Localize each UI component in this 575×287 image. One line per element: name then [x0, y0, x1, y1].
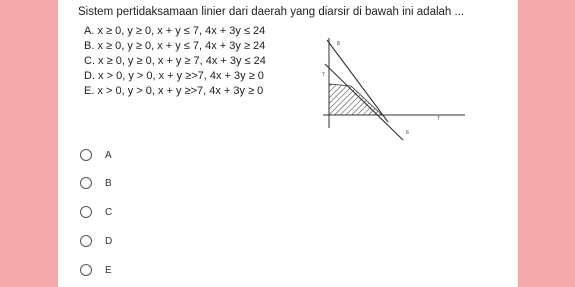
- inequality-graph: [323, 30, 473, 140]
- radio-circle-icon[interactable]: [80, 177, 92, 189]
- choice-label: A: [105, 149, 112, 161]
- choice-label: E: [105, 264, 112, 276]
- label-y-mid: 7: [322, 72, 325, 78]
- shaded-region: [329, 84, 382, 115]
- question-text: Sistem pertidaksamaan linier dari daerah yang diarsir di bawah ini adalah ...: [78, 6, 465, 18]
- label-x-right: 7: [437, 116, 440, 122]
- choice-e[interactable]: [80, 262, 112, 278]
- question-card: [58, 0, 518, 287]
- choice-b[interactable]: [80, 175, 112, 191]
- statement-e: E. x > 0, y > 0, x + y ≥>7, 4x + 3y ≥ 0: [84, 85, 264, 97]
- statement-b: B. x ≥ 0, y ≥ 0, x + y ≤ 7, 4x + 3y ≥ 24: [84, 40, 266, 52]
- choice-label: B: [105, 177, 112, 189]
- radio-circle-icon[interactable]: [80, 235, 92, 247]
- label-y-top: 8: [337, 41, 340, 47]
- choice-label: C: [105, 206, 113, 218]
- radio-circle-icon[interactable]: [80, 149, 92, 161]
- choice-d[interactable]: [80, 233, 112, 249]
- choice-c[interactable]: [80, 204, 112, 220]
- label-x-mid: 6: [406, 130, 409, 136]
- radio-circle-icon[interactable]: [80, 206, 92, 218]
- choice-label: D: [105, 235, 113, 247]
- choice-a[interactable]: [80, 147, 112, 163]
- statement-d: D. x > 0, y > 0, x + y ≥>7, 4x + 3y ≥ 0: [84, 70, 264, 82]
- statement-c: C. x ≥ 0, y ≥ 0, x + y ≥ 7, 4x + 3y ≤ 24: [84, 55, 266, 67]
- statement-a: A. x ≥ 0, y ≥ 0, x + y ≤ 7, 4x + 3y ≤ 24: [84, 25, 266, 37]
- radio-circle-icon[interactable]: [80, 264, 92, 276]
- question-block: [78, 6, 508, 136]
